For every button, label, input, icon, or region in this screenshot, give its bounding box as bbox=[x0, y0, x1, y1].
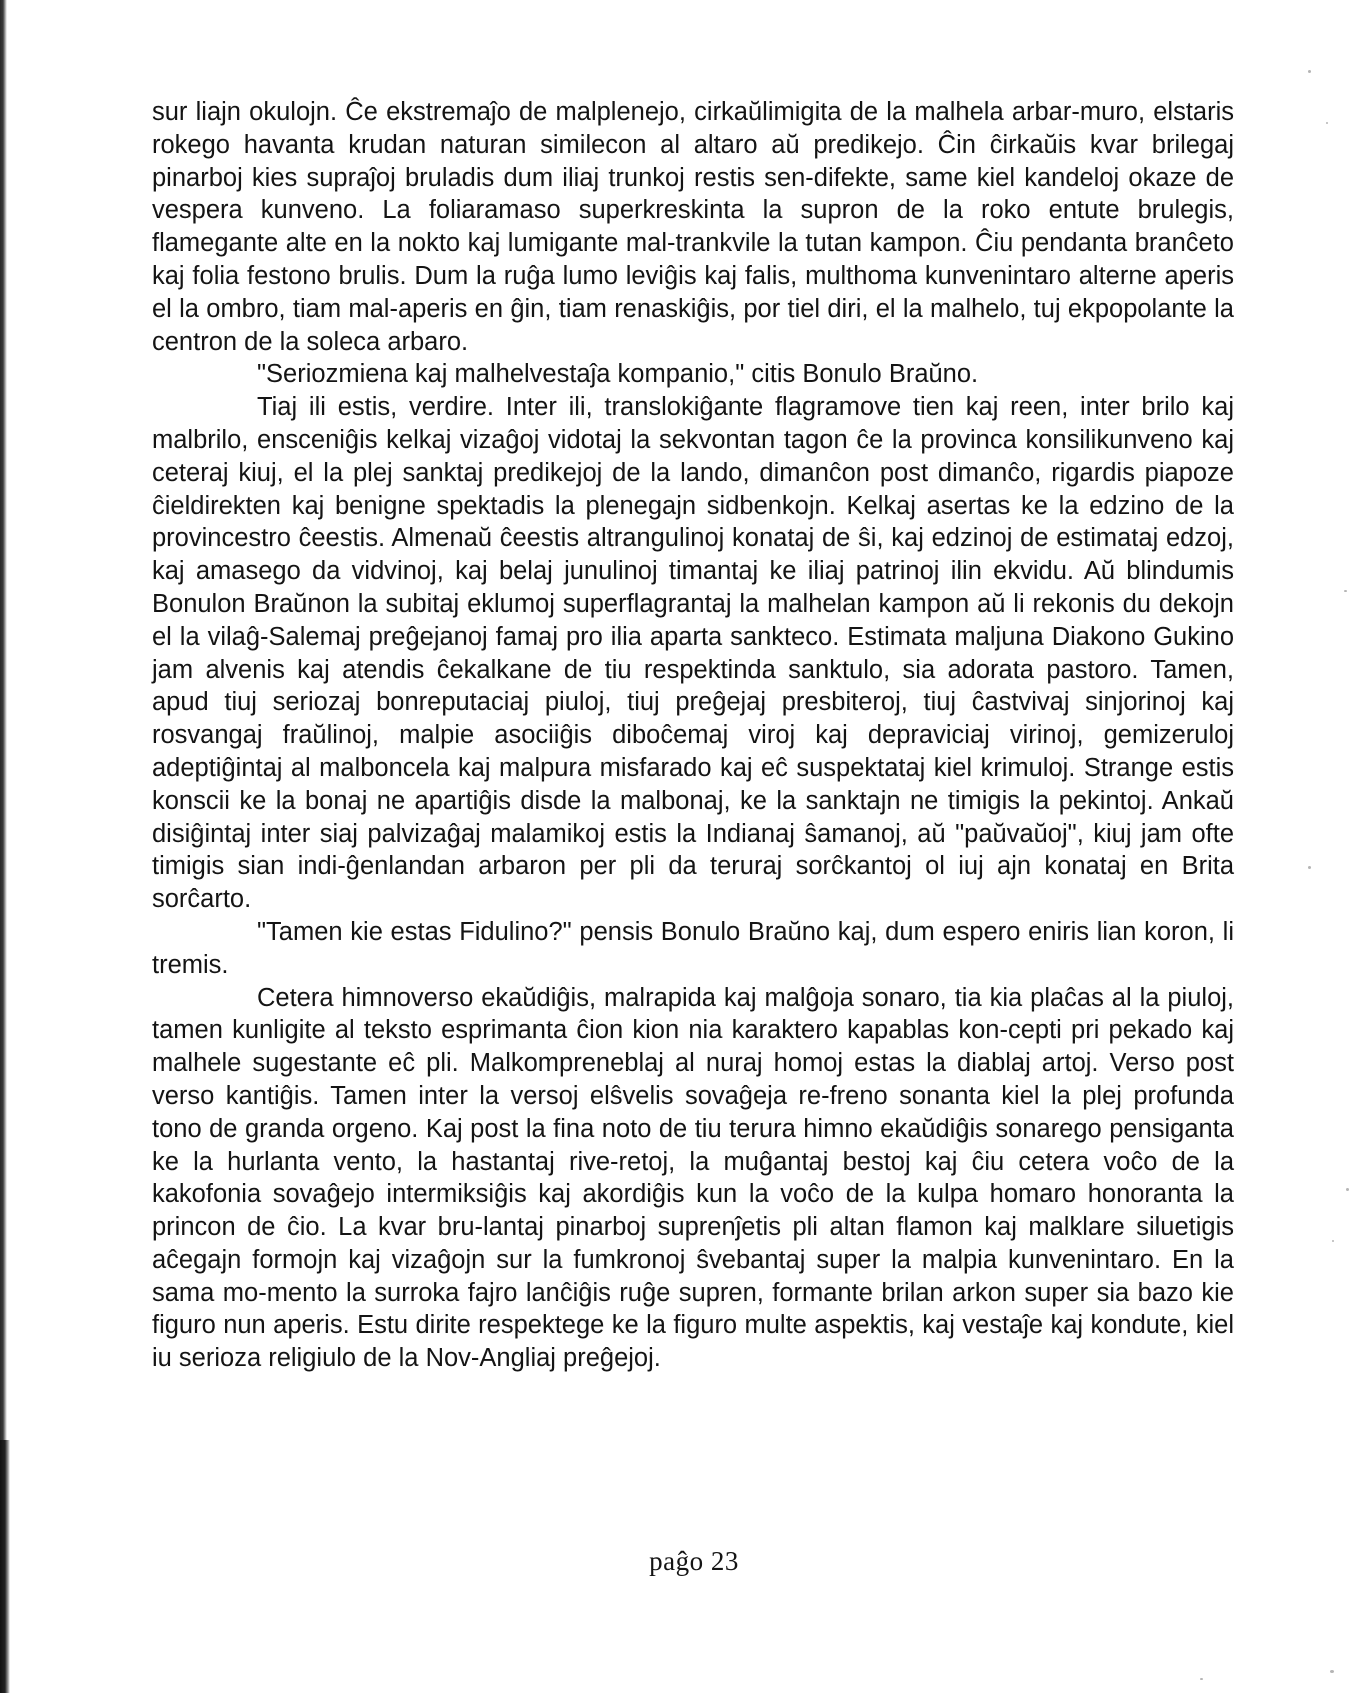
scan-speck bbox=[1332, 1240, 1334, 1242]
page-body bbox=[152, 96, 1234, 1375]
paragraph: Cetera himnoverso ekaŭdiĝis, malrapida kaj malĝoja sonaro, tia kia plaĉas al la piuloj, tamen kunligite al teksto esprimanta ĉion kion nia karaktero kapablas kon-cepti pri pekado kaj malhele sugestante eĉ pli. Malkompreneblaj al nuraj homoj estas la diablaj artoj. Verso post verso kantiĝis. Tamen inter la versoj elŝvelis sovaĝeja re-freno sonanta kiel la plej profunda tono de granda orgeno. Kaj post la fina noto de tiu terura himno ekaŭdiĝis sonarego pensiganta ke la hurlanta vento, la hastantaj rive-retoj, la muĝantaj bestoj kaj ĉiu cetera voĉo de la kakofonia sovaĝejo intermiksiĝis kaj akordiĝis kun la voĉo de la kulpa homaro honoranta la princon de ĉio. La kvar bru-lantaj pinarboj suprenĵetis pli altan flamon kaj malklare siluetigis aĉegajn formojn kaj vizaĝojn sur la fumkronoj ŝvebantaj super la malpia kunvenintaro. En la sama mo-mento la surroka fajro lanĉiĝis ruĝe supren, formante brilan arkon super sia bazo kie figuro nun aperis. Estu dirite respektege ke la figuro multe aspektis, kaj vestaĵe kaj kondute, kiel iu serioza religiulo de la Nov-Angliaj preĝejoj. bbox=[152, 983, 1234, 1373]
paragraph: "Seriozmiena kaj malhelvestaĵa kompanio," citis Bonulo Braŭno. bbox=[257, 360, 979, 389]
scan-speck bbox=[1330, 1670, 1334, 1673]
scan-speck bbox=[1344, 590, 1347, 592]
page-number: paĝo 23 bbox=[649, 1546, 739, 1576]
paragraph: Tiaj ili estis, verdire. Inter ili, translokiĝante flagramove tien kaj reen, inter brilo kaj malbrilo, ensceniĝis kelkaj vizaĝoj vidotaj la sekvontan tagon ĉe la provinca konsilikunveno kaj ceteraj kiuj, el la plej sanktaj predikejoj de la lando, dimanĉon post dimanĉo, rigardis piapoze ĉieldirekten kaj benigne spektadis la plenegajn sidbenkojn. Kelkaj asertas ke la edzino de la provincestro ĉeestis. Almenaŭ ĉeestis altrangulinoj konataj de ŝi, kaj edzinoj de estimataj edzoj, kaj amasego da vidvinoj, kaj belaj junulinoj timantaj ke iliaj patrinoj ilin ekvidu. Aŭ blindumis Bonulon Braŭnon la subitaj eklumoj superflagrantaj la malhelan kampon aŭ li rekonis du dekojn el la vilaĝ-Salemaj preĝejanoj famaj pro ilia aparta sankteco. Estimata maljuna Diakono Gukino jam alvenis kaj atendis ĉekalkane de tiu respektinda sanktulo, sia adorata pastoro. Tamen, apud tiuj seriozaj bonreputaciaj piuloj, tiuj preĝejaj presbiteroj, tiuj ĉastvivaj sinjorinoj kaj rosvangaj fraŭlinoj, malpie asociiĝis diboĉemaj viroj kaj depraviciaj virinoj, gemizeruloj adeptiĝintaj al malboncela kaj malpura misfarado kaj eĉ suspektataj kiel krimuloj. Strange estis konscii ke la bonaj ne apartiĝis disde la malbonaj, ke la sanktajn ne timigis la pekintoj. Ankaŭ disiĝintaj inter siaj palvizaĝaj malamikoj estis la Indianaj ŝamanoj, aŭ "paŭvaŭoj", kiuj jam ofte timigis sian indi-ĝenlandan arbaron per pli da teruraj sorĉkantoj ol iuj ajn konataj en Brita sorĉarto. bbox=[152, 393, 1234, 914]
scan-speck bbox=[1346, 1188, 1349, 1191]
paragraph: "Tamen kie estas Fidulino?" pensis Bonulo Braŭno kaj, dum espero eniris lian koron, li tremis. bbox=[152, 917, 1234, 979]
scan-speck bbox=[1308, 866, 1311, 869]
scan-speck bbox=[1200, 1678, 1203, 1680]
paragraph: sur liajn okulojn. Ĉe ekstremaĵo de malplenejo, cirkaŭlimigita de la malhela arbar-muro, elstaris rokego havanta krudan naturan similecon al altaro aŭ predikejo. Ĉin ĉirkaŭis kvar brilegaj pinarboj kies supraĵoj bruladis dum iliaj trunkoj restis sen-difekte, same kiel kandeloj okaze de vespera kunveno. La foliaramaso superkreskinta la supron de la roko entute brulegis, flamegante alte en la nokto kaj lumigante mal-trankvile la tutan kampon. Ĉiu pendanta branĉeto kaj folia festono brulis. Dum la ruĝa lumo leviĝis kaj falis, multhoma kunvenintaro alterne aperis el la ombro, tiam mal-aperis en ĝin, tiam renaskiĝis, por tiel diri, el la malhelo, tuj ekpopolante la centron de la soleca arbaro. bbox=[152, 98, 1234, 356]
scan-speck bbox=[1326, 122, 1328, 124]
scan-speck bbox=[1308, 70, 1311, 73]
